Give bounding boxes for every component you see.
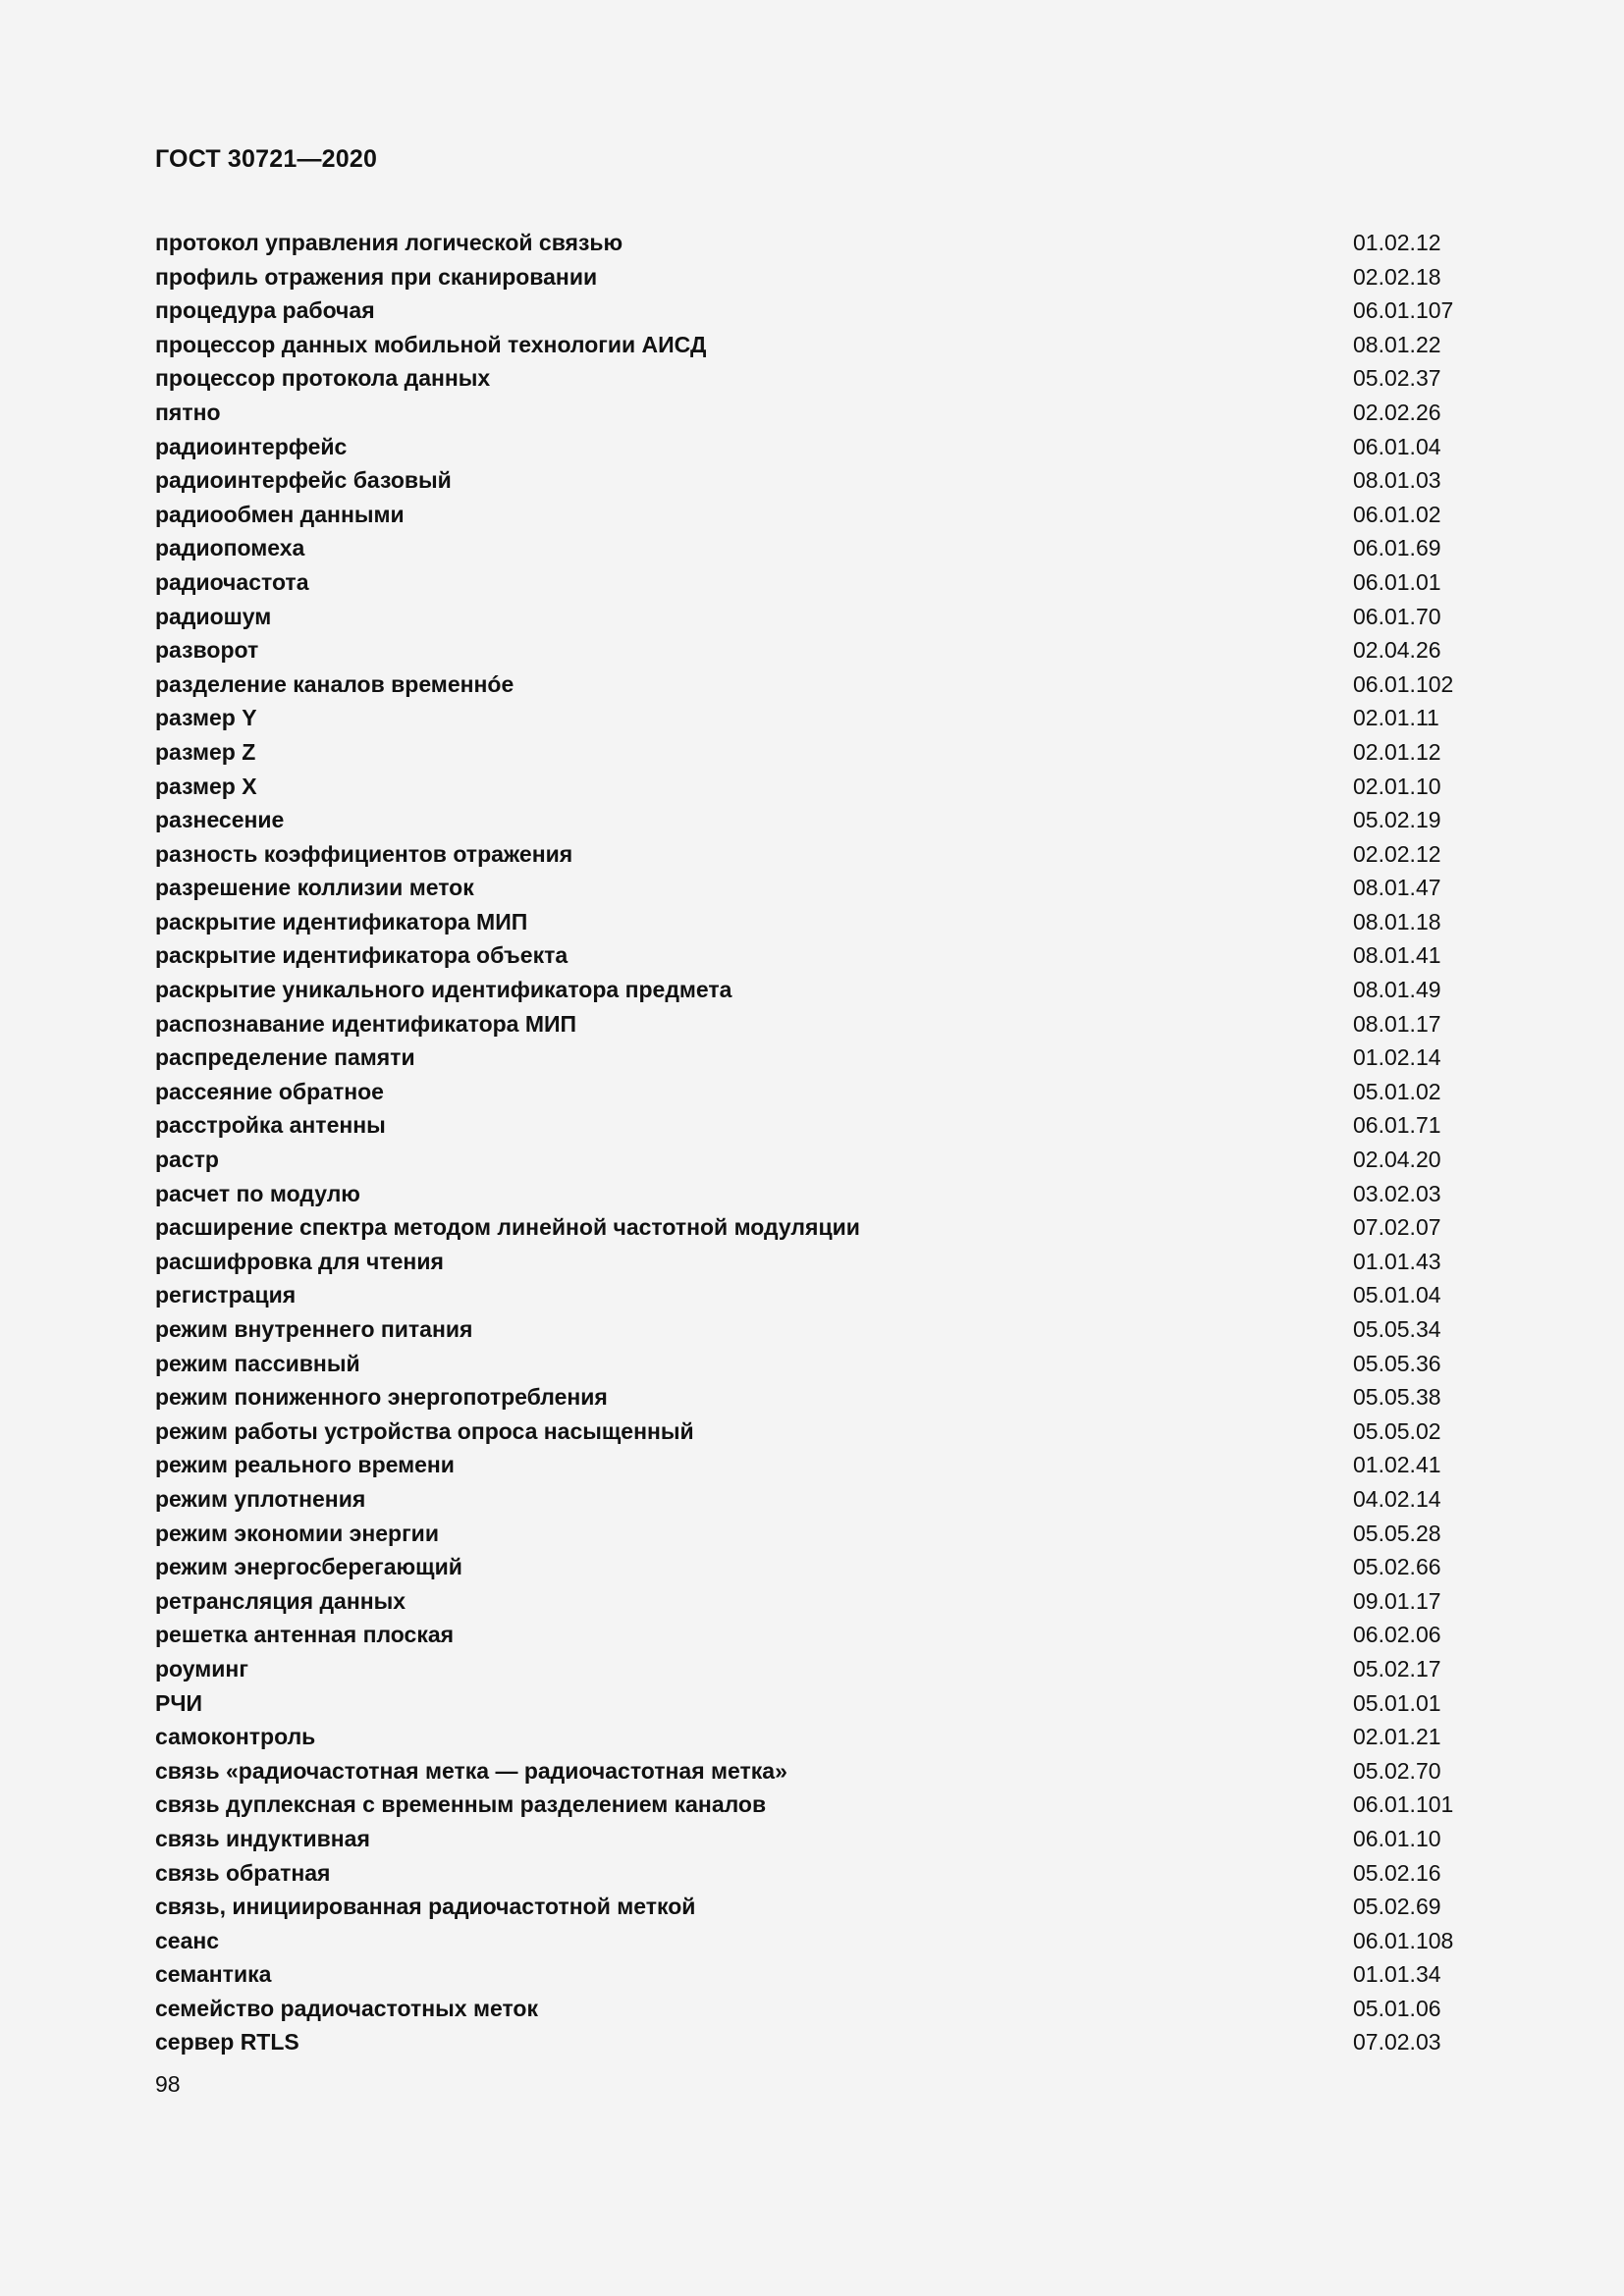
index-term: раскрытие идентификатора МИП: [155, 908, 528, 934]
index-term: регистрация: [155, 1282, 297, 1308]
index-code: 01.01.34: [1353, 1961, 1441, 1988]
index-entry: [155, 1482, 1471, 1517]
index-entry: [155, 973, 1471, 1007]
index-code: 02.02.26: [1353, 399, 1441, 425]
index-entry: [155, 1245, 1471, 1279]
index-code: 01.02.41: [1353, 1452, 1441, 1478]
index-code: 07.02.03: [1353, 2029, 1441, 2056]
index-entry: [155, 1517, 1471, 1551]
index-code: 06.01.71: [1353, 1112, 1441, 1139]
index-code: 05.02.66: [1353, 1554, 1441, 1580]
index-code: 02.04.26: [1353, 637, 1441, 664]
index-entry: [155, 1312, 1471, 1347]
index-entry: [155, 1347, 1471, 1381]
index-term: режим пассивный: [155, 1350, 360, 1376]
index-code: 05.02.69: [1353, 1894, 1441, 1920]
index-entry: [155, 498, 1471, 532]
index-entry: [155, 226, 1471, 260]
index-entry: [155, 430, 1471, 464]
index-term: разность коэффициентов отражения: [155, 840, 573, 867]
index-entry: [155, 1210, 1471, 1245]
index-entry: [155, 1041, 1471, 1075]
index-entry: [155, 1278, 1471, 1312]
index-term: процедура рабочая: [155, 297, 375, 324]
index-code: 05.02.37: [1353, 365, 1441, 392]
index-code: 05.05.38: [1353, 1384, 1441, 1411]
index-term: протокол управления логической связью: [155, 230, 623, 255]
index-code: 06.01.10: [1353, 1825, 1441, 1851]
index-code: 05.05.36: [1353, 1350, 1441, 1376]
index-code: 03.02.03: [1353, 1180, 1441, 1206]
index-term: радиоинтерфейс базовый: [155, 467, 452, 494]
index-code: 06.01.108: [1353, 1927, 1454, 1953]
index-code: 05.02.16: [1353, 1859, 1441, 1886]
index-entry: [155, 701, 1471, 735]
index-entry: [155, 2025, 1471, 2059]
index-entry: [155, 361, 1471, 396]
index-term: решетка антенная плоская: [155, 1622, 455, 1648]
index-entry: [155, 565, 1471, 600]
index-term: разделение каналов временнóе: [155, 670, 514, 697]
index-term: связь обратная: [155, 1859, 331, 1886]
index-term: связь «радиочастотная метка — радиочастотная метка»: [155, 1757, 787, 1784]
index-term: радиочастота: [155, 568, 309, 595]
index-entry: [155, 803, 1471, 837]
index-term: радиошум: [155, 603, 272, 629]
index-code: 02.02.12: [1353, 840, 1441, 867]
index-entry: [155, 1584, 1471, 1619]
index-code: 06.01.101: [1353, 1791, 1454, 1818]
index-code: 01.02.12: [1353, 230, 1441, 255]
index-code: 02.02.18: [1353, 263, 1441, 290]
index-code: 06.01.02: [1353, 501, 1441, 527]
index-entry: [155, 294, 1471, 328]
index-entry: [155, 260, 1471, 294]
index-code: 05.05.28: [1353, 1520, 1441, 1546]
index-term: распознавание идентификатора МИП: [155, 1010, 577, 1037]
index-term: размер X: [155, 773, 257, 799]
index-entry: [155, 633, 1471, 667]
index-code: 05.02.17: [1353, 1655, 1441, 1682]
index-term: режим реального времени: [155, 1452, 455, 1478]
index-code: 06.01.70: [1353, 603, 1441, 629]
index-entry: [155, 905, 1471, 939]
index-code: 05.01.04: [1353, 1282, 1441, 1308]
index-term: процессор протокола данных: [155, 365, 491, 392]
index-code: 01.02.14: [1353, 1044, 1441, 1071]
index-code: 06.02.06: [1353, 1622, 1441, 1648]
index-term: радиопомеха: [155, 535, 305, 561]
index-code: 07.02.07: [1353, 1214, 1441, 1241]
index-term: режим экономии энергии: [155, 1520, 439, 1546]
index-code: 02.01.10: [1353, 773, 1441, 799]
index-code: 05.02.70: [1353, 1757, 1441, 1784]
index-term: связь индуктивная: [155, 1825, 370, 1851]
index-term: сервер RTLS: [155, 2029, 299, 2056]
index-entry: [155, 1550, 1471, 1584]
index-code: 06.01.01: [1353, 568, 1441, 595]
index-term: раскрытие идентификатора объекта: [155, 942, 568, 969]
index-term: режим внутреннего питания: [155, 1316, 473, 1342]
page-number: 98: [155, 2071, 181, 2097]
index-code: 02.04.20: [1353, 1147, 1441, 1173]
index-term: процессор данных мобильной технологии АИСД: [155, 331, 707, 357]
index-entry: [155, 328, 1471, 362]
index-term: режим работы устройства опроса насыщенный: [155, 1417, 694, 1444]
index-term: режим пониженного энергопотребления: [155, 1384, 608, 1411]
index-code: 06.01.107: [1353, 297, 1454, 324]
index-term: самоконтроль: [155, 1724, 316, 1750]
index-entry: [155, 1957, 1471, 1992]
index-code: 08.01.47: [1353, 875, 1441, 901]
index-entry: [155, 600, 1471, 634]
index-code: 02.01.11: [1353, 705, 1439, 731]
index-entry: [155, 1143, 1471, 1177]
index-entry: [155, 667, 1471, 702]
index-entry: [155, 1177, 1471, 1211]
index-entry: [155, 1007, 1471, 1041]
document-header: ГОСТ 30721—2020: [155, 145, 378, 173]
index-code: 05.05.02: [1353, 1417, 1441, 1444]
index-entry: [155, 1924, 1471, 1958]
index-term: режим уплотнения: [155, 1485, 366, 1512]
index-term: связь, инициированная радиочастотной меткой: [155, 1894, 696, 1920]
index-entry: [155, 1822, 1471, 1856]
index-entry: [155, 1856, 1471, 1891]
index-term: пятно: [155, 399, 221, 425]
term-index-list: [155, 226, 1471, 2059]
index-term: распределение памяти: [155, 1044, 415, 1071]
index-code: 08.01.41: [1353, 942, 1441, 969]
index-entry: [155, 1788, 1471, 1822]
index-entry: [155, 1618, 1471, 1652]
index-term: семейство радиочастотных меток: [155, 1995, 538, 2021]
index-term: расчет по модулю: [155, 1180, 360, 1206]
index-code: 08.01.03: [1353, 467, 1441, 494]
index-code: 05.01.06: [1353, 1995, 1441, 2021]
index-entry: [155, 938, 1471, 973]
index-term: РЧИ: [155, 1689, 203, 1716]
index-term: ретрансляция данных: [155, 1587, 406, 1614]
index-term: размер Z: [155, 738, 256, 765]
index-entry: [155, 396, 1471, 430]
index-code: 05.02.19: [1353, 807, 1441, 833]
index-term: роуминг: [155, 1655, 248, 1682]
index-entry: [155, 463, 1471, 498]
index-term: раскрытие уникального идентификатора предмета: [155, 977, 732, 1003]
index-term: сеанс: [155, 1927, 220, 1953]
index-entry: [155, 871, 1471, 905]
index-code: 05.01.02: [1353, 1078, 1441, 1104]
index-term: радиообмен данными: [155, 501, 405, 527]
index-term: расшифровка для чтения: [155, 1248, 444, 1274]
index-term: разрешение коллизии меток: [155, 875, 474, 901]
index-term: размер Y: [155, 705, 257, 731]
index-entry: [155, 531, 1471, 565]
index-entry: [155, 770, 1471, 804]
index-code: 06.01.102: [1353, 670, 1454, 697]
index-entry: [155, 1754, 1471, 1789]
index-entry: [155, 837, 1471, 872]
index-code: 02.01.21: [1353, 1724, 1441, 1750]
index-term: рассеяние обратное: [155, 1078, 384, 1104]
index-code: 06.01.69: [1353, 535, 1441, 561]
index-code: 08.01.17: [1353, 1010, 1441, 1037]
index-entry: [155, 1720, 1471, 1754]
index-code: 09.01.17: [1353, 1587, 1441, 1614]
index-entry: [155, 1890, 1471, 1924]
index-code: 01.01.43: [1353, 1248, 1441, 1274]
index-term: разнесение: [155, 807, 285, 833]
index-term: семантика: [155, 1961, 272, 1988]
index-entry: [155, 1380, 1471, 1415]
index-term: радиоинтерфейс: [155, 433, 348, 459]
index-entry: [155, 1415, 1471, 1449]
index-term: расширение спектра методом линейной частотной модуляции: [155, 1214, 860, 1241]
index-entry: [155, 1075, 1471, 1109]
index-term: расстройка антенны: [155, 1112, 386, 1139]
index-code: 08.01.22: [1353, 331, 1441, 357]
index-entry: [155, 1992, 1471, 2026]
index-code: 02.01.12: [1353, 738, 1441, 765]
index-code: 05.01.01: [1353, 1689, 1441, 1716]
index-code: 04.02.14: [1353, 1485, 1441, 1512]
index-code: 08.01.18: [1353, 908, 1441, 934]
index-entry: [155, 1652, 1471, 1686]
index-term: профиль отражения при сканировании: [155, 263, 598, 290]
index-code: 08.01.49: [1353, 977, 1441, 1003]
index-term: режим энергосберегающий: [155, 1554, 462, 1580]
index-term: связь дуплексная с временным разделением каналов: [155, 1791, 767, 1818]
index-entry: [155, 1108, 1471, 1143]
index-entry: [155, 1686, 1471, 1721]
index-entry: [155, 1448, 1471, 1482]
index-entry: [155, 735, 1471, 770]
index-term: разворот: [155, 637, 259, 664]
index-term: растр: [155, 1147, 219, 1173]
index-code: 06.01.04: [1353, 433, 1441, 459]
index-code: 05.05.34: [1353, 1316, 1441, 1342]
